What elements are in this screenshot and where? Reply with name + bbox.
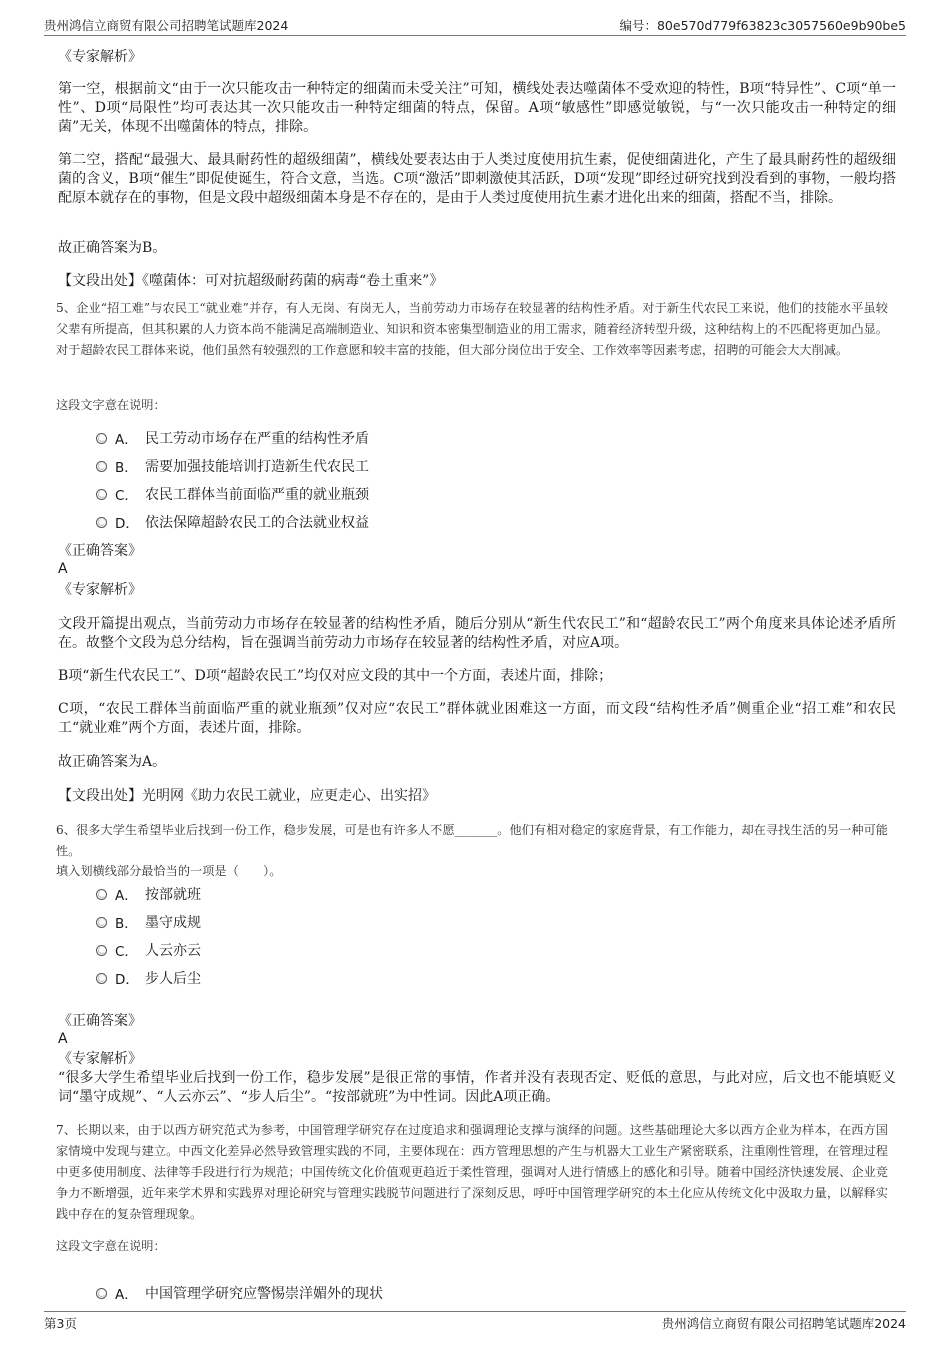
analysis-conclusion: 故正确答案为A。 [58, 754, 167, 770]
answer-label: 《正确答案》 [58, 1013, 142, 1029]
option-c[interactable] [96, 939, 201, 961]
option-text: 步人后尘 [145, 971, 201, 987]
option-text: 中国管理学研究应警惕崇洋媚外的现状 [145, 1286, 383, 1302]
footer-divider [44, 1311, 906, 1312]
option-text: 需要加强技能培训打造新生代农民工 [145, 459, 369, 475]
option-d[interactable] [96, 967, 201, 989]
option-letter: D． [115, 516, 139, 532]
option-letter: C． [115, 944, 138, 960]
option-c[interactable] [96, 483, 369, 505]
option-letter: A． [115, 432, 138, 448]
option-a[interactable] [96, 883, 201, 905]
question-prompt: 这段文字意在说明： [56, 1239, 166, 1253]
question-prompt: 这段文字意在说明： [56, 398, 166, 412]
header-divider [44, 35, 906, 36]
radio-icon[interactable] [96, 1288, 107, 1299]
option-a[interactable] [96, 427, 369, 449]
radio-icon[interactable] [96, 517, 107, 528]
option-letter: A． [115, 1287, 138, 1303]
option-letter: B． [115, 916, 138, 932]
option-a[interactable] [96, 1282, 383, 1304]
analysis-conclusion: 故正确答案为B。 [58, 240, 167, 256]
answer-label: 《正确答案》 [58, 543, 142, 559]
question-text: 5、企业“招工难”与农民工“就业难”并存，有人无岗、有岗无人，当前劳动力市场存在较显著的结构性矛盾。对于新生代农民工来说，他们的技能水平虽较父辈有所提高，但其积累的人力资本尚不能满足高端制造业、知识和资本密集型制造业的用工需求，随着经济转型升级，这种结构上的不匹配将更加凸显。对于超龄农民工群体来说，他们虽然有较强烈的工作意愿和较丰富的技能，但大部分岗位出于安全、工作效率等因素考虑，招聘的可能会大大削减。 [56, 301, 888, 357]
analysis-paragraph: B项“新生代农民工”、D项“超龄农民工”均仅对应文段的其中一个方面，表述片面，排除； [58, 668, 613, 684]
source-citation: 【文段出处】光明网《助力农民工就业，应更走心、出实招》 [58, 788, 436, 804]
question-text: 7、长期以来，由于以西方研究范式为参考，中国管理学研究存在过度追求和强调理论支撑与演绎的问题。这些基础理论大多以西方企业为样本，在西方国家情境中发现与建立。中西文化差异必然导致管理实践的不同，主要体现在：西方管理思想的产生与机器大工业生产紧密联系，注重刚性管理，在管理过程中更多使用制度、法律等手段进行行为规范；中国传统文化价值观更趋近于柔性管理，强调对人进行情感上的感化和引导。随着中国经济快速发展、企业竞争力不断增强，近年来学术界和实践界对理论研究与管理实践脱节问题进行了深刻反思，呼吁中国管理学研究的本土化应从传统文化中汲取力量，以解释实践中存在的复杂管理现象。 [56, 1123, 888, 1221]
option-text: 依法保障超龄农民工的合法就业权益 [145, 515, 369, 531]
document-code: 编号：80e570d779f63823c3057560e9b90be5 [619, 18, 906, 33]
option-text: 农民工群体当前面临严重的就业瓶颈 [145, 487, 369, 503]
question-prompt: 填入划横线部分最恰当的一项是（ ）。 [56, 864, 282, 878]
source-citation: 【文段出处】《噬菌体：可对抗超级耐药菌的病毒“卷土重来”》 [58, 273, 444, 289]
header-title: 贵州鸿信立商贸有限公司招聘笔试题库2024 [44, 18, 289, 33]
analysis-label: 《专家解析》 [58, 582, 142, 598]
radio-icon[interactable] [96, 889, 107, 900]
option-text: 人云亦云 [145, 943, 201, 959]
page-number: 第3页 [44, 1316, 77, 1331]
analysis-label: 《专家解析》 [58, 49, 142, 65]
radio-icon[interactable] [96, 433, 107, 444]
option-letter: A． [115, 888, 138, 904]
analysis-paragraph: C项，“农民工群体当前面临严重的就业瓶颈”仅对应“农民工”群体就业困难这一方面，而文段“结构性矛盾”侧重企业“招工难”和农民工“就业难”两个方面，表述片面，排除。 [58, 701, 896, 736]
radio-icon[interactable] [96, 945, 107, 956]
radio-icon[interactable] [96, 917, 107, 928]
option-text: 按部就班 [145, 887, 201, 903]
option-text: 民工劳动市场存在严重的结构性矛盾 [145, 431, 369, 447]
analysis-paragraph: 文段开篇提出观点，当前劳动力市场存在较显著的结构性矛盾，随后分别从“新生代农民工”和“超龄农民工”两个角度来具体论述矛盾所在。故整个文段为总分结构，旨在强调当前劳动力市场存在较显著的结构性矛盾，对应A项。 [58, 616, 896, 651]
option-b[interactable] [96, 455, 369, 477]
footer-title: 贵州鸿信立商贸有限公司招聘笔试题库2024 [661, 1316, 906, 1331]
option-b[interactable] [96, 911, 201, 933]
answer-value: A [58, 1031, 68, 1047]
analysis-label: 《专家解析》 [58, 1051, 142, 1067]
radio-icon[interactable] [96, 973, 107, 984]
option-letter: C． [115, 488, 138, 504]
radio-icon[interactable] [96, 489, 107, 500]
analysis-paragraph: 第一空，根据前文“由于一次只能攻击一种特定的细菌而未受关注”可知，横线处表达噬菌体不受欢迎的特性，B项“特异性”、C项“单一性”、D项“局限性”均可表达其一次只能攻击一种特定细菌的特点，保留。A项“敏感性”即感觉敏锐，与“一次只能攻击一种特定的细菌”无关，体现不出噬菌体的特点，排除。 [58, 81, 896, 135]
option-d[interactable] [96, 511, 369, 533]
analysis-paragraph: “很多大学生希望毕业后找到一份工作，稳步发展”是很正常的事情，作者并没有表现否定、贬低的意思，与此对应，后文也不能填贬义词“墨守成规”、“人云亦云”、“步人后尘”。“按部就班”为中性词。因此A项正确。 [58, 1070, 896, 1105]
question-text: 6、很多大学生希望毕业后找到一份工作，稳步发展，可是也有许多人不愿_______。他们有相对稳定的家庭背景，有工作能力，却在寻找生活的另一种可能性。 [56, 823, 888, 858]
option-letter: D． [115, 972, 139, 988]
option-text: 墨守成规 [145, 915, 201, 931]
radio-icon[interactable] [96, 461, 107, 472]
option-letter: B． [115, 460, 138, 476]
answer-value: A [58, 561, 68, 577]
analysis-paragraph: 第二空，搭配“最强大、最具耐药性的超级细菌”，横线处要表达由于人类过度使用抗生素，促使细菌进化，产生了最具耐药性的超级细菌的含义，B项“催生”即促使诞生，符合文意，当选。C项“激活”即刺激使其活跃，D项“发现”即经过研究找到没看到的事物，一般均搭配原本就存在的事物，但是文段中超级细菌本身是不存在的，是由于人类过度使用抗生素才进化出来的细菌，搭配不当，排除。 [58, 152, 896, 206]
